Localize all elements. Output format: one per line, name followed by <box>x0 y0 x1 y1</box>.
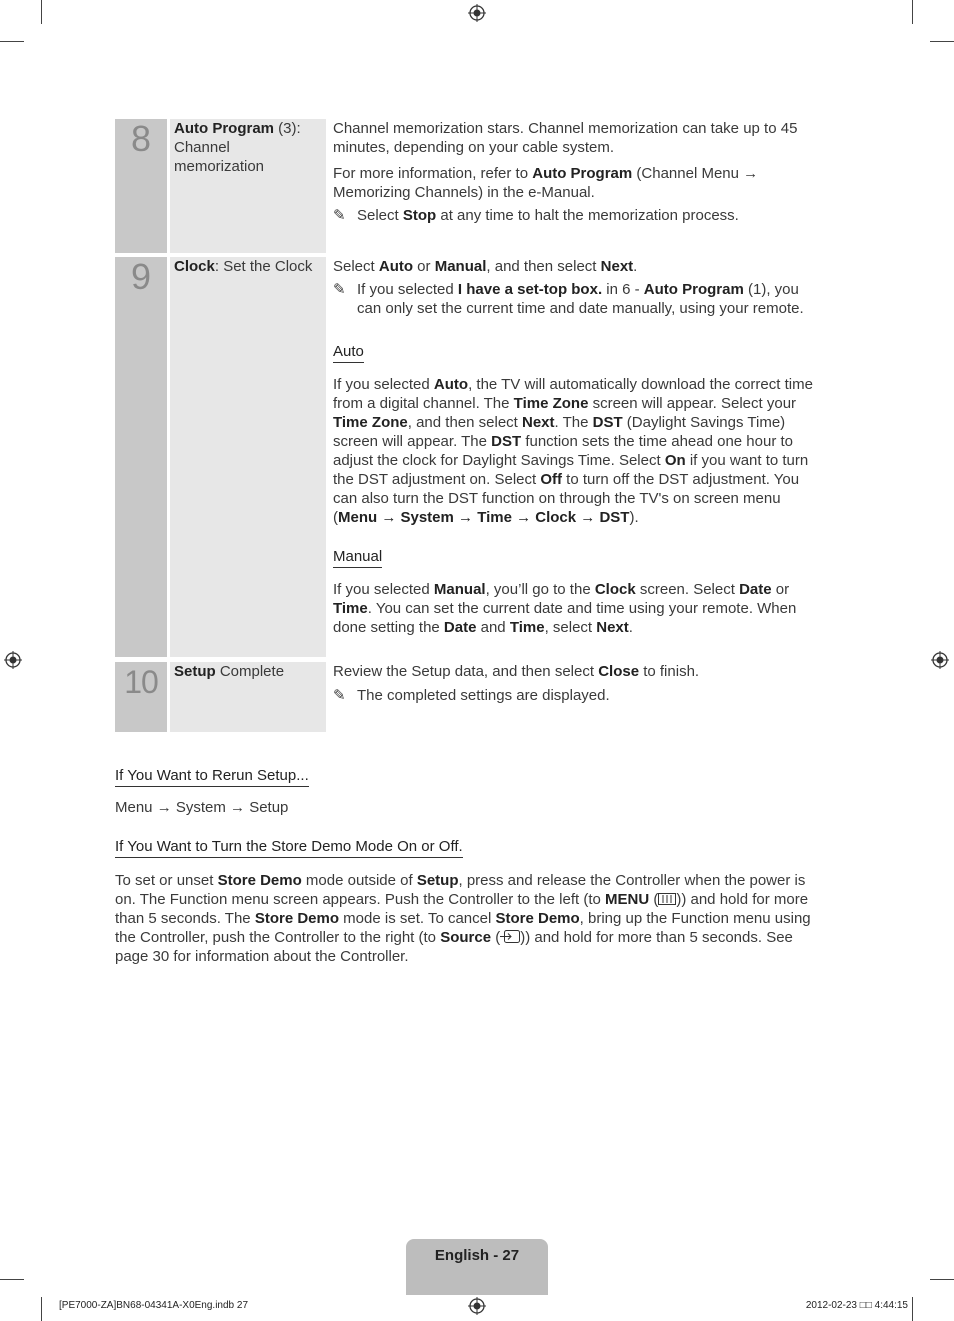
paragraph: To set or unset Store Demo mode outside of Setup, press and release the Controller when the power is on. The Function menu screen appears. Push the Controller to the left (to MENU ( )) and hold for more than 5 seconds. The Store Demo mode is set. To cancel Store Demo, bring up the Function menu using the Controller, push the Controller to the right (to Source ( )) and hold for more than 5 seconds. See page 30 for information about the Controller. <box>115 872 811 965</box>
paragraph: If you selected Auto, the TV will automatically download the correct time from a digital channel. The Time Zone screen will appear. Select your Time Zone, and then select Next. The DST (Daylight Savings Time) screen will appear. The DST function sets the time ahead one hour to adjust the clock for Daylight Savings Time. Select On if you want to turn the DST adjustment on. Select Off to turn off the DST adjustment. You can also turn the DST function on through the TV's on screen menu (Menu → System → Time → Clock → DST). <box>333 376 813 526</box>
step-description <box>326 257 825 657</box>
crop-mark <box>930 1279 954 1280</box>
paragraph: Select Auto or Manual, and then select Next. <box>333 258 638 275</box>
paragraph: Review the Setup data, and then select Close to finish. <box>333 663 700 680</box>
store-demo-section <box>115 837 830 966</box>
crop-mark <box>930 41 954 42</box>
note: ✎ If you selected I have a set-top box. in 6 - Auto Program (1), you can only set the current time and date manually, using your remote. <box>333 281 804 317</box>
rerun-setup-heading: If You Want to Rerun Setup... <box>115 766 309 787</box>
note: ✎ The completed settings are displayed. <box>333 687 610 704</box>
footer-file-info: [PE7000-ZA]BN68-04341A-X0Eng.indb 27 <box>59 1300 249 1311</box>
crop-mark <box>912 1297 913 1321</box>
menu-icon <box>658 893 676 905</box>
subheading-auto: Auto <box>333 342 364 363</box>
crop-mark <box>41 0 42 24</box>
step-number: 9 <box>115 257 167 657</box>
footer-datetime: 2012-02-23 □□ 4:44:15 <box>805 1300 908 1311</box>
store-demo-heading: If You Want to Turn the Store Demo Mode On or Off. <box>115 837 463 858</box>
paragraph: Channel memorization stars. Channel memorization can take up to 45 minutes, depending on your cable system. <box>333 120 798 156</box>
registration-mark-icon <box>468 1297 486 1315</box>
crop-mark <box>41 1297 42 1321</box>
step-9-row <box>115 257 825 657</box>
crop-mark <box>0 41 24 42</box>
crop-mark <box>0 1279 24 1280</box>
source-icon <box>500 930 520 943</box>
step-description <box>326 662 825 732</box>
paragraph: For more information, refer to Auto Program (Channel Menu → Memorizing Channels) in the e-Manual. <box>333 165 759 201</box>
step-number: 8 <box>115 119 167 253</box>
step-title: Setup Complete <box>170 662 326 732</box>
step-description <box>326 119 825 253</box>
page-number-tab: English - 27 <box>406 1239 548 1295</box>
registration-mark-icon <box>468 4 486 22</box>
paragraph: If you selected Manual, you’ll go to the Clock screen. Select Date or Time. You can set the current date and time using your remote. When done setting the Date and Time, select Next. <box>333 581 797 636</box>
step-title: Auto Program (3): Channel memorization <box>170 119 326 253</box>
pencil-note-icon: ✎ <box>333 207 346 224</box>
rerun-setup-path: Menu → System → Setup <box>115 799 289 816</box>
pencil-note-icon: ✎ <box>333 687 346 704</box>
subheading-manual: Manual <box>333 547 382 568</box>
step-number: 10 <box>115 662 167 732</box>
rerun-setup-section <box>115 766 830 817</box>
pencil-note-icon: ✎ <box>333 281 346 298</box>
step-8-row <box>115 119 825 253</box>
registration-mark-icon <box>931 651 949 669</box>
registration-mark-icon <box>4 651 22 669</box>
step-title: Clock: Set the Clock <box>170 257 326 657</box>
note: ✎ Select Stop at any time to halt the memorization process. <box>333 207 739 224</box>
crop-mark <box>912 0 913 24</box>
step-10-row <box>115 662 825 732</box>
